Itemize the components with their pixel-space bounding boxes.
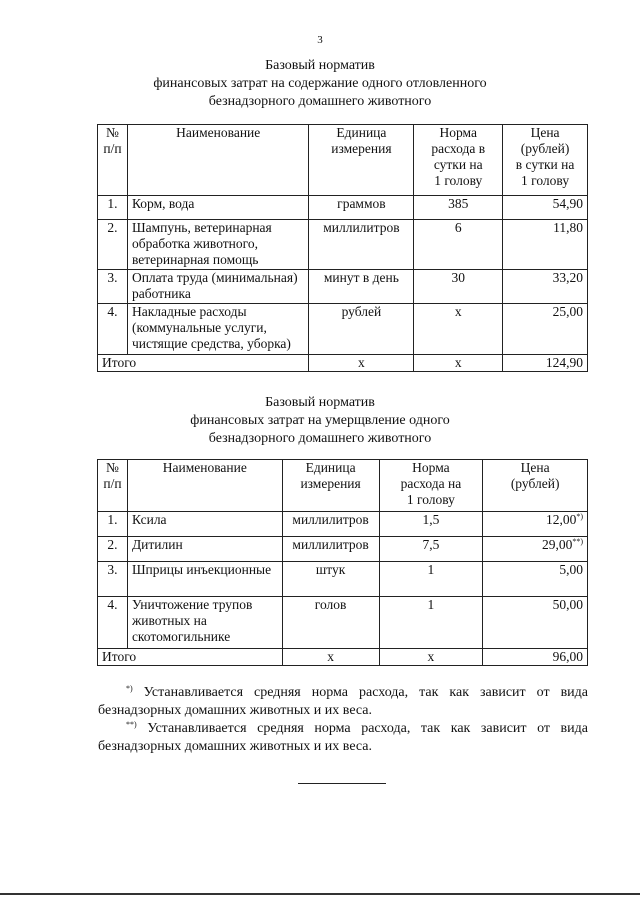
header-text: Цена (рублей) bbox=[510, 460, 560, 491]
cell-norm: 7,5 bbox=[379, 537, 483, 562]
cell-name: Корм, вода bbox=[127, 196, 309, 220]
cell-name: Оплата труда (минимальная) работника bbox=[127, 270, 309, 304]
header-text: Цена (рублей) в сутки на 1 голову bbox=[515, 125, 575, 188]
table1-title-line: безнадзорного домашнего животного bbox=[208, 94, 432, 109]
header-text: Единица измерения bbox=[300, 460, 361, 491]
table1-title bbox=[0, 57, 640, 111]
cell-norm: 30 bbox=[414, 270, 503, 304]
col-header-name bbox=[127, 125, 309, 196]
cell-price: 50,00 bbox=[483, 597, 588, 649]
total-unit: х bbox=[309, 355, 414, 372]
cell-unit: миллилитров bbox=[309, 220, 414, 270]
col-header-norm bbox=[379, 460, 483, 512]
table1-title-line: Базовый норматив bbox=[265, 58, 375, 73]
col-header-unit bbox=[309, 125, 414, 196]
table2 bbox=[97, 459, 588, 666]
col-header-name bbox=[127, 460, 282, 512]
table-row bbox=[98, 597, 588, 649]
table1 bbox=[97, 124, 588, 372]
cell-price: 5,00 bbox=[483, 562, 588, 597]
cell-price: 11,80 bbox=[503, 220, 588, 270]
cell-name: Уничтожение трупов животных на скотомогильнике bbox=[127, 597, 282, 649]
table2-title-line: финансовых затрат на умерщвление одного bbox=[190, 413, 450, 428]
header-text: Норма расхода в сутки на 1 голову bbox=[431, 125, 486, 188]
footnote-mark: **) bbox=[126, 720, 137, 729]
cell-num: 4. bbox=[98, 597, 128, 649]
cell-name: Шампунь, ветеринарная обработка животного, ветеринарная помощь bbox=[127, 220, 309, 270]
cell-price bbox=[483, 512, 588, 537]
footnote bbox=[98, 684, 588, 720]
total-unit: х bbox=[282, 649, 379, 666]
cell-price: 33,20 bbox=[503, 270, 588, 304]
header-text: № п/п bbox=[103, 125, 122, 156]
total-norm: х bbox=[379, 649, 483, 666]
cell-num: 2. bbox=[98, 220, 128, 270]
price-value: 12,00 bbox=[545, 512, 577, 527]
cell-unit: штук bbox=[282, 562, 379, 597]
cell-norm: 1,5 bbox=[379, 512, 483, 537]
cell-unit: рублей bbox=[309, 304, 414, 355]
cell-unit: минут в день bbox=[309, 270, 414, 304]
table-row bbox=[98, 512, 588, 537]
cell-unit: голов bbox=[282, 597, 379, 649]
footnote-text: Устанавливается средняя норма расхода, так как зависит от вида безнадзорных домашних животных и их веса. bbox=[98, 721, 588, 754]
table-row bbox=[98, 537, 588, 562]
cell-norm: 385 bbox=[414, 196, 503, 220]
cell-num: 1. bbox=[98, 196, 128, 220]
footnote-mark: *) bbox=[126, 684, 133, 693]
col-header-unit bbox=[282, 460, 379, 512]
table-total-row bbox=[98, 355, 588, 372]
footnote-text: Устанавливается средняя норма расхода, так как зависит от вида безнадзорных домашних животных и их веса. bbox=[98, 685, 589, 718]
total-norm: х bbox=[414, 355, 503, 372]
cell-name: Накладные расходы (коммунальные услуги, чистящие средства, уборка) bbox=[127, 304, 309, 355]
page-number: 3 bbox=[317, 34, 323, 46]
page-bottom-border bbox=[0, 893, 640, 895]
cell-norm: х bbox=[414, 304, 503, 355]
price-value: 29,00 bbox=[541, 537, 573, 552]
table2-title-line: Базовый норматив bbox=[265, 395, 375, 410]
footnote-mark: *) bbox=[576, 512, 583, 521]
cell-num: 4. bbox=[98, 304, 128, 355]
table2-title-line: безнадзорного домашнего животного bbox=[208, 431, 432, 446]
table2-title bbox=[0, 394, 640, 448]
col-header-price bbox=[503, 125, 588, 196]
cell-norm: 1 bbox=[379, 597, 483, 649]
cell-norm: 6 bbox=[414, 220, 503, 270]
cell-price bbox=[483, 537, 588, 562]
table-row bbox=[98, 270, 588, 304]
total-label: Итого bbox=[98, 649, 283, 666]
total-price: 124,90 bbox=[503, 355, 588, 372]
footnote-mark: **) bbox=[572, 537, 583, 546]
cell-unit: миллилитров bbox=[282, 537, 379, 562]
cell-num: 3. bbox=[98, 562, 128, 597]
cell-name: Дитилин bbox=[127, 537, 282, 562]
cell-unit: граммов bbox=[309, 196, 414, 220]
cell-num: 2. bbox=[98, 537, 128, 562]
cell-name: Ксила bbox=[127, 512, 282, 537]
table1-title-line: финансовых затрат на содержание одного отловленного bbox=[153, 76, 487, 91]
footnotes bbox=[98, 684, 588, 756]
cell-num: 1. bbox=[98, 512, 128, 537]
table-row bbox=[98, 196, 588, 220]
footnote bbox=[98, 720, 588, 756]
header-text: Наименование bbox=[162, 460, 247, 475]
col-header-num bbox=[98, 125, 128, 196]
cell-num: 3. bbox=[98, 270, 128, 304]
col-header-norm bbox=[414, 125, 503, 196]
cell-norm: 1 bbox=[379, 562, 483, 597]
header-text: Единица измерения bbox=[331, 125, 392, 156]
cell-price: 25,00 bbox=[503, 304, 588, 355]
table-row bbox=[98, 220, 588, 270]
header-text: № п/п bbox=[103, 460, 122, 491]
table1-header-row bbox=[98, 125, 588, 196]
table-row bbox=[98, 562, 588, 597]
cell-name: Шприцы инъекционные bbox=[127, 562, 282, 597]
closing-rule bbox=[298, 783, 386, 784]
header-text: Наименование bbox=[176, 125, 261, 140]
header-text: Норма расхода на 1 голову bbox=[400, 460, 462, 507]
total-label: Итого bbox=[98, 355, 309, 372]
cell-unit: миллилитров bbox=[282, 512, 379, 537]
table-total-row bbox=[98, 649, 588, 666]
col-header-num bbox=[98, 460, 128, 512]
col-header-price bbox=[483, 460, 588, 512]
cell-price: 54,90 bbox=[503, 196, 588, 220]
total-price: 96,00 bbox=[483, 649, 588, 666]
table-row bbox=[98, 304, 588, 355]
table2-header-row bbox=[98, 460, 588, 512]
